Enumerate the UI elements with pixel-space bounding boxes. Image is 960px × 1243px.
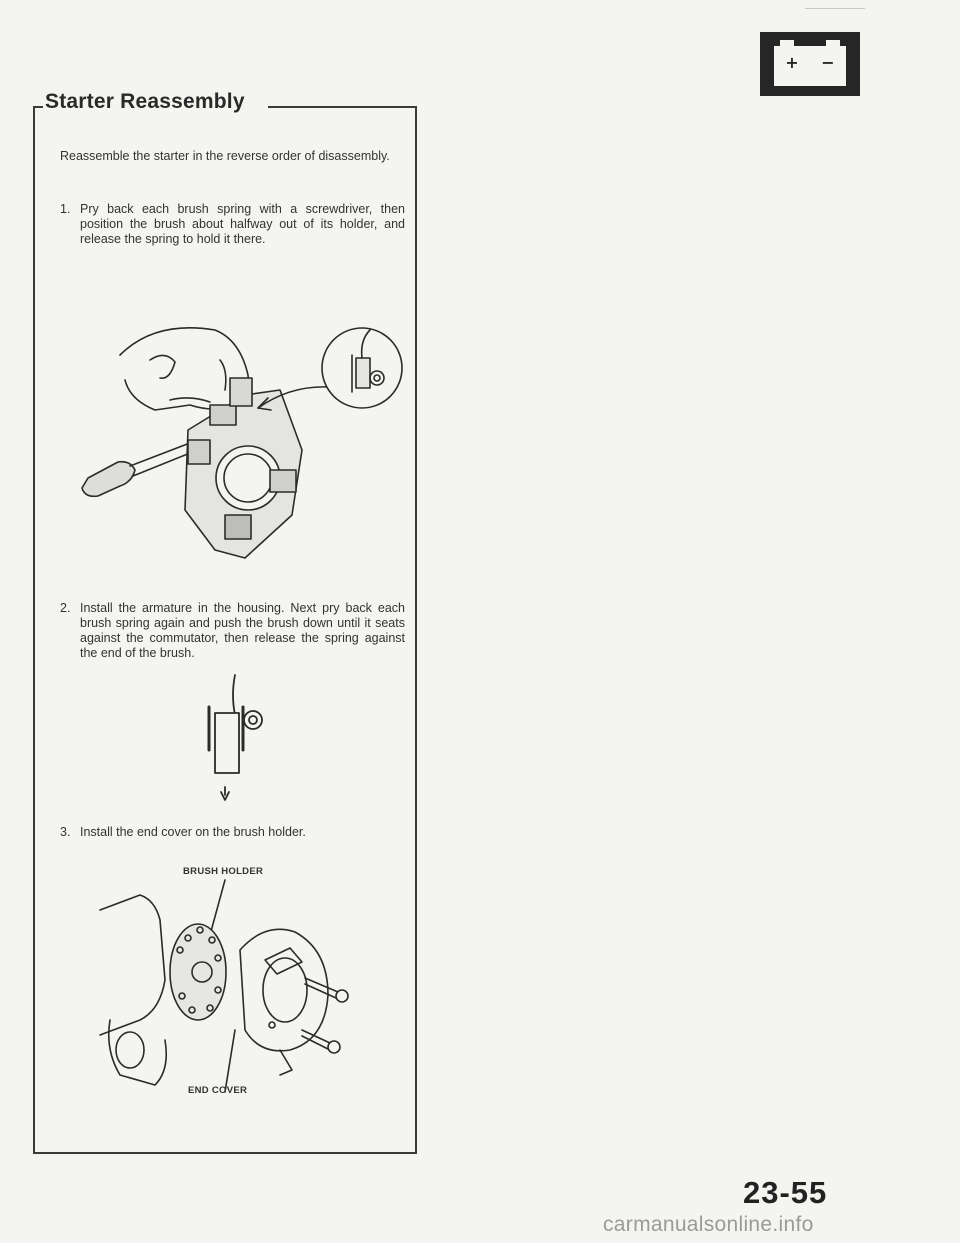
- frame-top-right-rule: [268, 106, 417, 108]
- step-number: 2.: [60, 601, 71, 615]
- page-number: 23-55: [743, 1175, 828, 1210]
- top-rule: [805, 8, 865, 9]
- section-title: Starter Reassembly: [45, 90, 245, 113]
- step-3: [60, 825, 405, 840]
- brush-spring-pry-illustration: [70, 300, 420, 580]
- watermark: carmanualsonline.info: [603, 1213, 814, 1236]
- brush-seating-illustration: [195, 665, 280, 810]
- battery-minus: −: [821, 53, 835, 72]
- battery-icon: [760, 32, 860, 96]
- step-text: Install the end cover on the brush holder.: [80, 825, 306, 839]
- step-1: [60, 202, 405, 247]
- step-number: 1.: [60, 202, 71, 216]
- battery-plus: +: [785, 53, 799, 72]
- step-number: 3.: [60, 825, 71, 839]
- step-text: Pry back each brush spring with a screwdriver, then position the brush about halfway out of its holder, and release the spring to hold it there.: [80, 202, 405, 246]
- brush-holder-label: BRUSH HOLDER: [183, 866, 264, 877]
- step-2: [60, 601, 405, 661]
- intro-text: Reassemble the starter in the reverse order of disassembly.: [60, 149, 390, 163]
- end-cover-label: END COVER: [188, 1085, 248, 1096]
- frame-top-left-rule: [33, 106, 43, 108]
- step-text: Install the armature in the housing. Next pry back each brush spring again and push the brush down until it seats against the commutator, then release the spring against the end of the brush.: [80, 601, 405, 660]
